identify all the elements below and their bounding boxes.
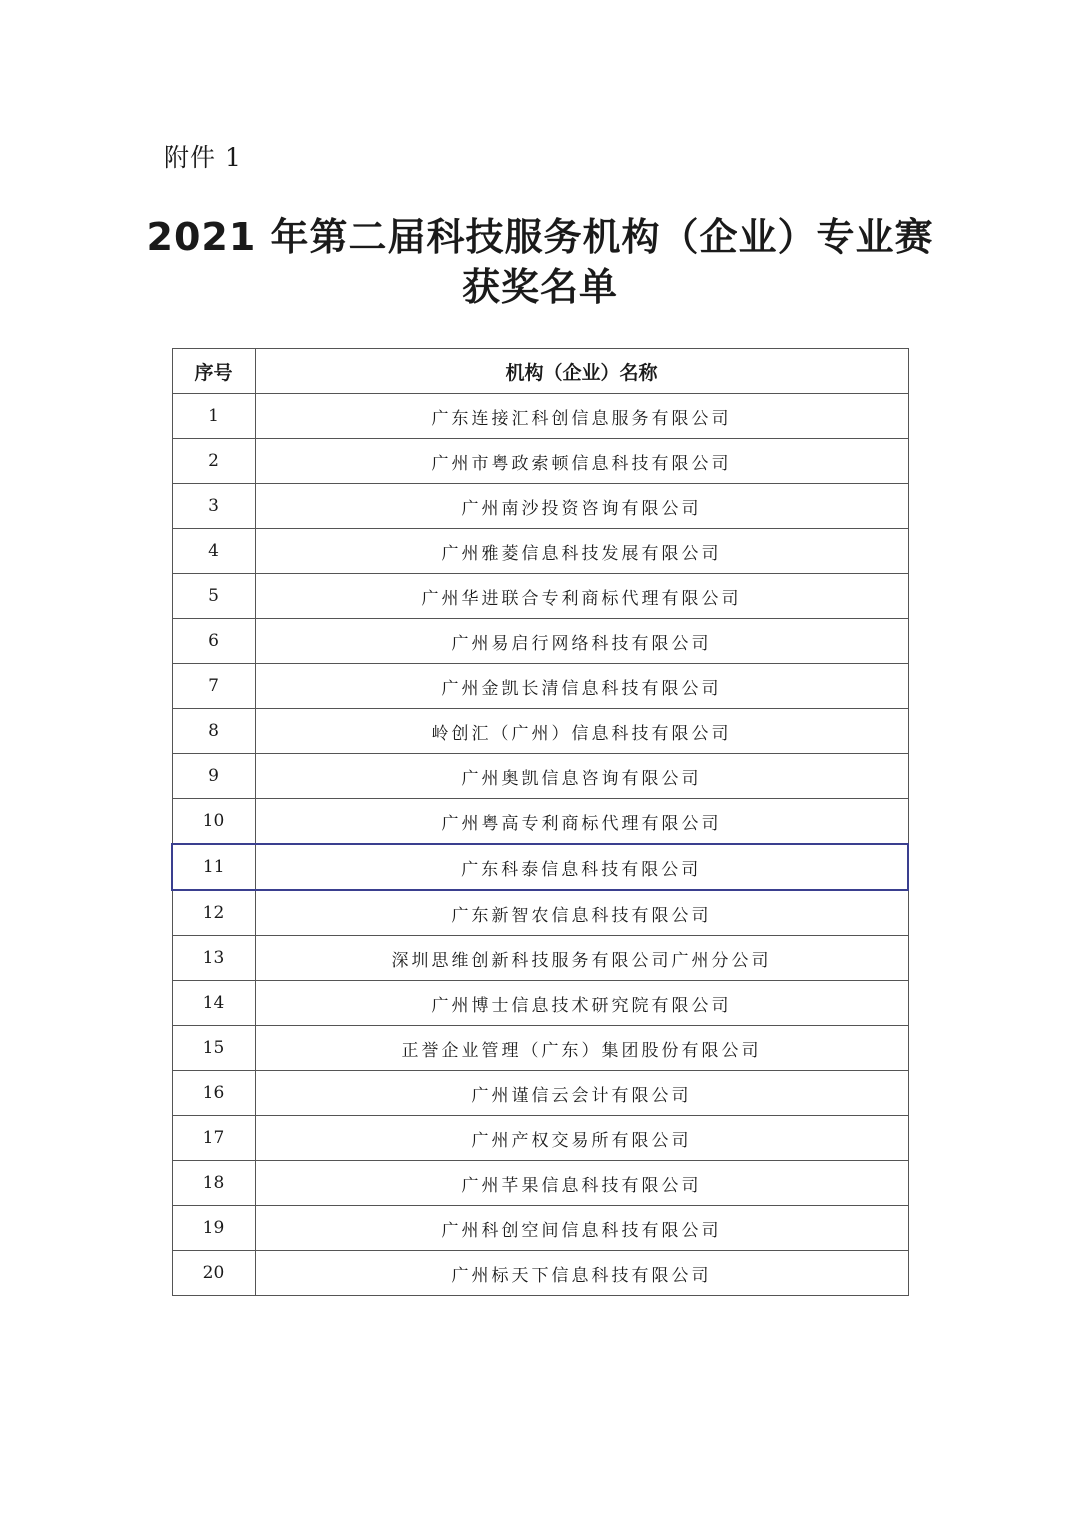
table-header-row: [172, 349, 908, 394]
organization-name: 正誉企业管理（广东）集团股份有限公司: [255, 1026, 908, 1071]
row-number: 16: [172, 1071, 255, 1116]
attachment-label: 附件 1: [164, 143, 242, 172]
organization-name: 广州易启行网络科技有限公司: [255, 619, 908, 664]
row-number: 15: [172, 1026, 255, 1071]
table-row: [172, 664, 908, 709]
table-row-highlighted: [172, 844, 908, 890]
row-number: 9: [172, 754, 255, 799]
row-number: 11: [172, 844, 255, 890]
organization-name: 深圳思维创新科技服务有限公司广州分公司: [255, 936, 908, 981]
organization-name: 广东新智农信息科技有限公司: [255, 890, 908, 936]
table-row: [172, 529, 908, 574]
document-title: 2021 年第二届科技服务机构（企业）专业赛: [146, 215, 934, 259]
table-row: [172, 936, 908, 981]
row-number: 17: [172, 1116, 255, 1161]
row-number: 13: [172, 936, 255, 981]
organization-name: 广州谨信云会计有限公司: [255, 1071, 908, 1116]
table-row: [172, 394, 908, 439]
row-number: 10: [172, 799, 255, 845]
organization-name: 广州粤高专利商标代理有限公司: [255, 799, 908, 845]
awards-table: [171, 348, 909, 1296]
organization-name: 广州博士信息技术研究院有限公司: [255, 981, 908, 1026]
table-row: [172, 981, 908, 1026]
header-number: 序号: [172, 349, 255, 394]
organization-name: 广州华进联合专利商标代理有限公司: [255, 574, 908, 619]
row-number: 1: [172, 394, 255, 439]
header-organization-name: 机构（企业）名称: [255, 349, 908, 394]
table-row: [172, 799, 908, 845]
row-number: 6: [172, 619, 255, 664]
row-number: 2: [172, 439, 255, 484]
organization-name: 广东科泰信息科技有限公司: [255, 844, 908, 890]
organization-name: 广州市粤政索顿信息科技有限公司: [255, 439, 908, 484]
organization-name: 广州南沙投资咨询有限公司: [255, 484, 908, 529]
table-row: [172, 1116, 908, 1161]
row-number: 8: [172, 709, 255, 754]
table-row: [172, 709, 908, 754]
row-number: 12: [172, 890, 255, 936]
organization-name: 岭创汇（广州）信息科技有限公司: [255, 709, 908, 754]
organization-name: 广州科创空间信息科技有限公司: [255, 1206, 908, 1251]
table-row: [172, 574, 908, 619]
row-number: 14: [172, 981, 255, 1026]
organization-name: 广州奥凯信息咨询有限公司: [255, 754, 908, 799]
table-row: [172, 439, 908, 484]
organization-name: 广州产权交易所有限公司: [255, 1116, 908, 1161]
row-number: 3: [172, 484, 255, 529]
table-row: [172, 619, 908, 664]
table-row: [172, 1071, 908, 1116]
table-row: [172, 754, 908, 799]
row-number: 5: [172, 574, 255, 619]
table-row: [172, 484, 908, 529]
table-row: [172, 1161, 908, 1206]
organization-name: 广州金凯长清信息科技有限公司: [255, 664, 908, 709]
row-number: 20: [172, 1251, 255, 1296]
document-subtitle: 获奖名单: [461, 265, 618, 309]
organization-name: 广州雅菱信息科技发展有限公司: [255, 529, 908, 574]
table-row: [172, 1206, 908, 1251]
row-number: 4: [172, 529, 255, 574]
organization-name: 广东连接汇科创信息服务有限公司: [255, 394, 908, 439]
table-row: [172, 1251, 908, 1296]
row-number: 18: [172, 1161, 255, 1206]
row-number: 7: [172, 664, 255, 709]
table-row: [172, 1026, 908, 1071]
organization-name: 广州标天下信息科技有限公司: [255, 1251, 908, 1296]
row-number: 19: [172, 1206, 255, 1251]
table-row: [172, 890, 908, 936]
organization-name: 广州芊果信息科技有限公司: [255, 1161, 908, 1206]
